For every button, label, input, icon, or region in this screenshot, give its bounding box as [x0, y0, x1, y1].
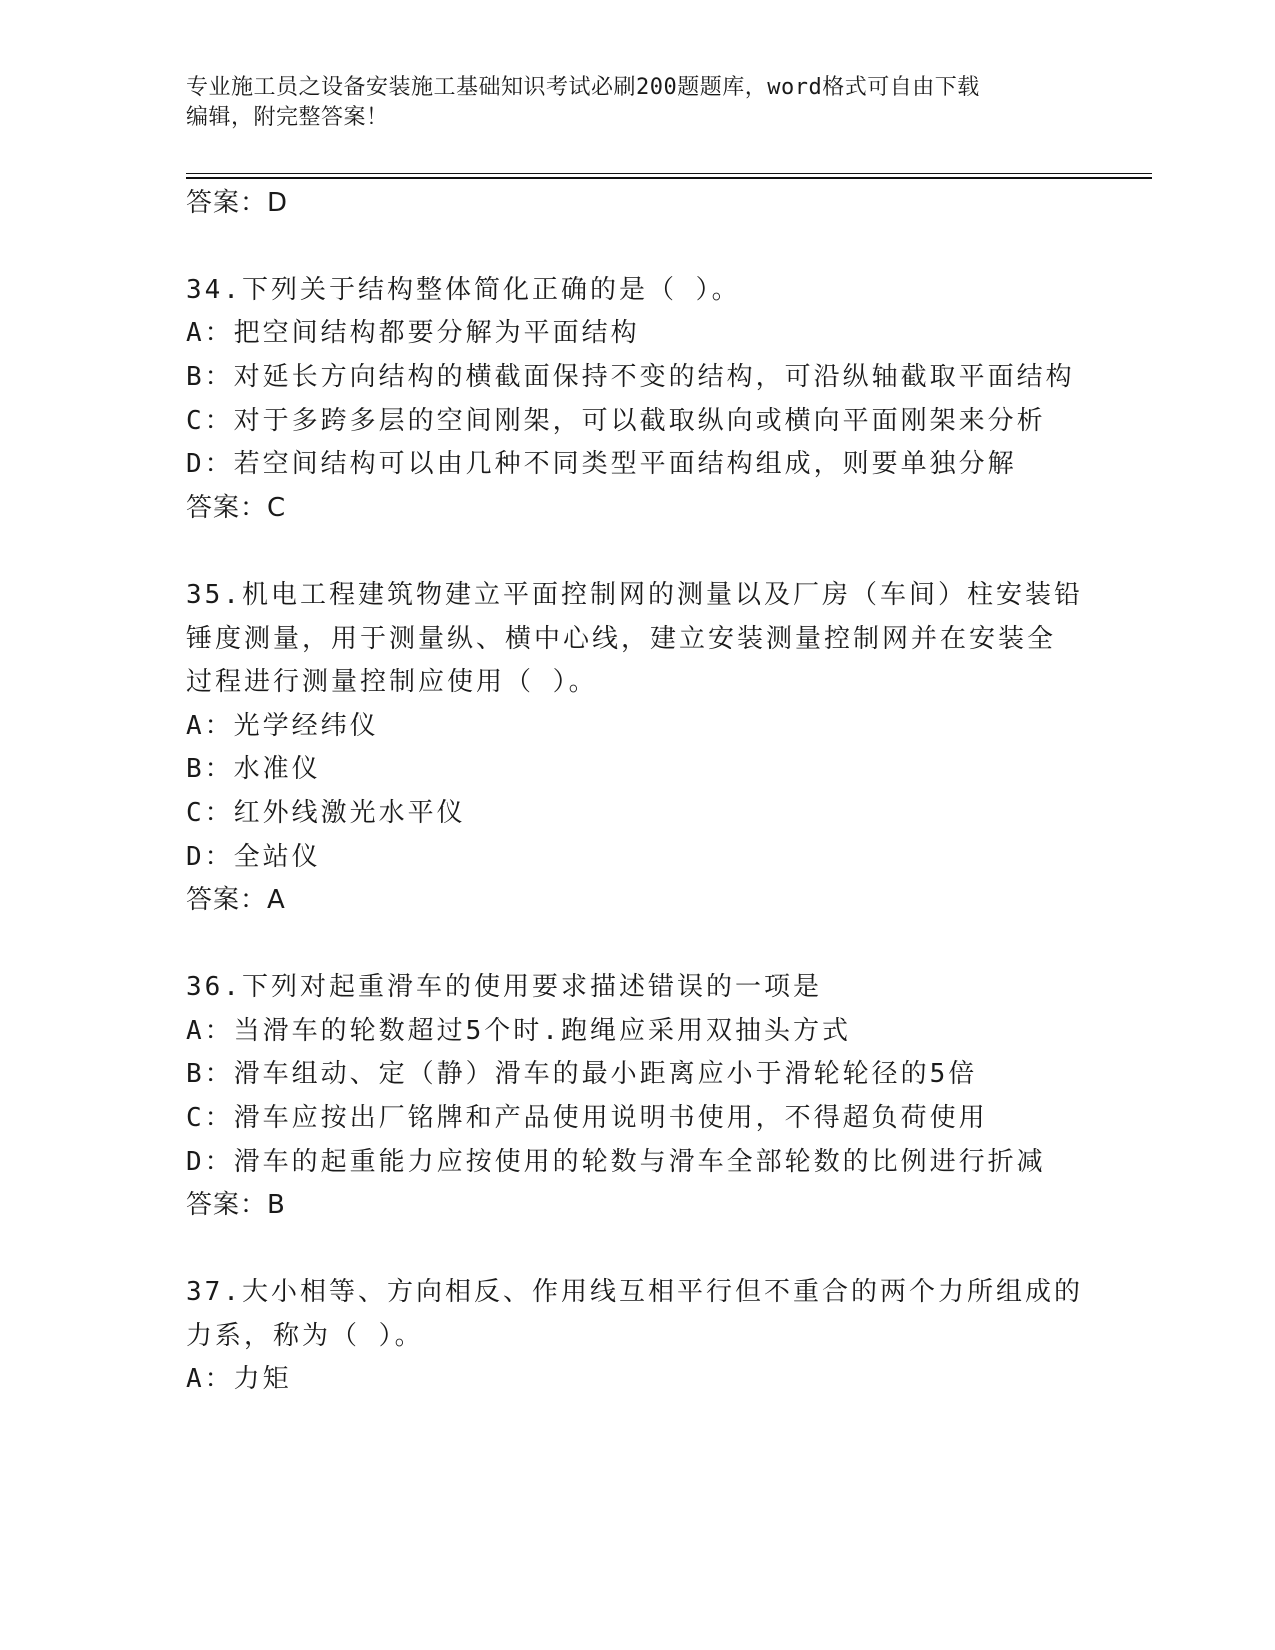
question-stem: 36.下列对起重滑车的使用要求描述错误的一项是	[186, 972, 822, 1002]
option-b: B：滑车组动、定（静）滑车的最小距离应小于滑轮轮径的5倍	[186, 1059, 978, 1089]
question-stem-line-1: 37.大小相等、方向相反、作用线互相平行但不重合的两个力所组成的	[186, 1277, 1083, 1307]
answer-34: 答案：C	[186, 493, 287, 523]
answer-35: 答案：A	[186, 885, 286, 915]
option-d: D：全站仪	[186, 842, 321, 872]
option-d: D：滑车的起重能力应按使用的轮数与滑车全部轮数的比例进行折减	[186, 1147, 1046, 1177]
option-b: B：对延长方向结构的横截面保持不变的结构，可沿纵轴截取平面结构	[186, 362, 1075, 392]
document-header	[186, 73, 1086, 133]
answer-36: 答案：B	[186, 1190, 286, 1220]
header-line-2: 编辑，附完整答案！	[186, 105, 389, 130]
question-stem-line-2: 力系，称为（ ）。	[186, 1321, 424, 1351]
option-a: A：力矩	[186, 1364, 292, 1394]
answer-33: 答案：D	[186, 188, 289, 218]
question-stem-line-3: 过程进行测量控制应使用（ ）。	[186, 667, 598, 697]
header-line-1: 专业施工员之设备安装施工基础知识考试必刷200题题库，word格式可自由下载	[186, 75, 980, 100]
option-b: B：水准仪	[186, 754, 321, 784]
option-d: D：若空间结构可以由几种不同类型平面结构组成，则要单独分解	[186, 449, 1017, 479]
option-c: C：红外线激光水平仪	[186, 798, 466, 828]
option-a: A：当滑车的轮数超过5个时.跑绳应采用双抽头方式	[186, 1016, 851, 1046]
question-stem-line-2: 锤度测量，用于测量纵、横中心线，建立安装测量控制网并在安装全	[186, 624, 1057, 654]
option-a: A：把空间结构都要分解为平面结构	[186, 318, 640, 348]
option-c: C：滑车应按出厂铭牌和产品使用说明书使用，不得超负荷使用	[186, 1103, 988, 1133]
header-rule-thick	[186, 177, 1152, 179]
header-rule-thin	[186, 173, 1152, 174]
question-stem: 34.下列关于结构整体简化正确的是（ ）。	[186, 275, 741, 305]
option-c: C：对于多跨多层的空间刚架，可以截取纵向或横向平面刚架来分析	[186, 406, 1046, 436]
question-stem-line-1: 35.机电工程建筑物建立平面控制网的测量以及厂房（车间）柱安装铅	[186, 580, 1083, 610]
option-a: A：光学经纬仪	[186, 711, 379, 741]
